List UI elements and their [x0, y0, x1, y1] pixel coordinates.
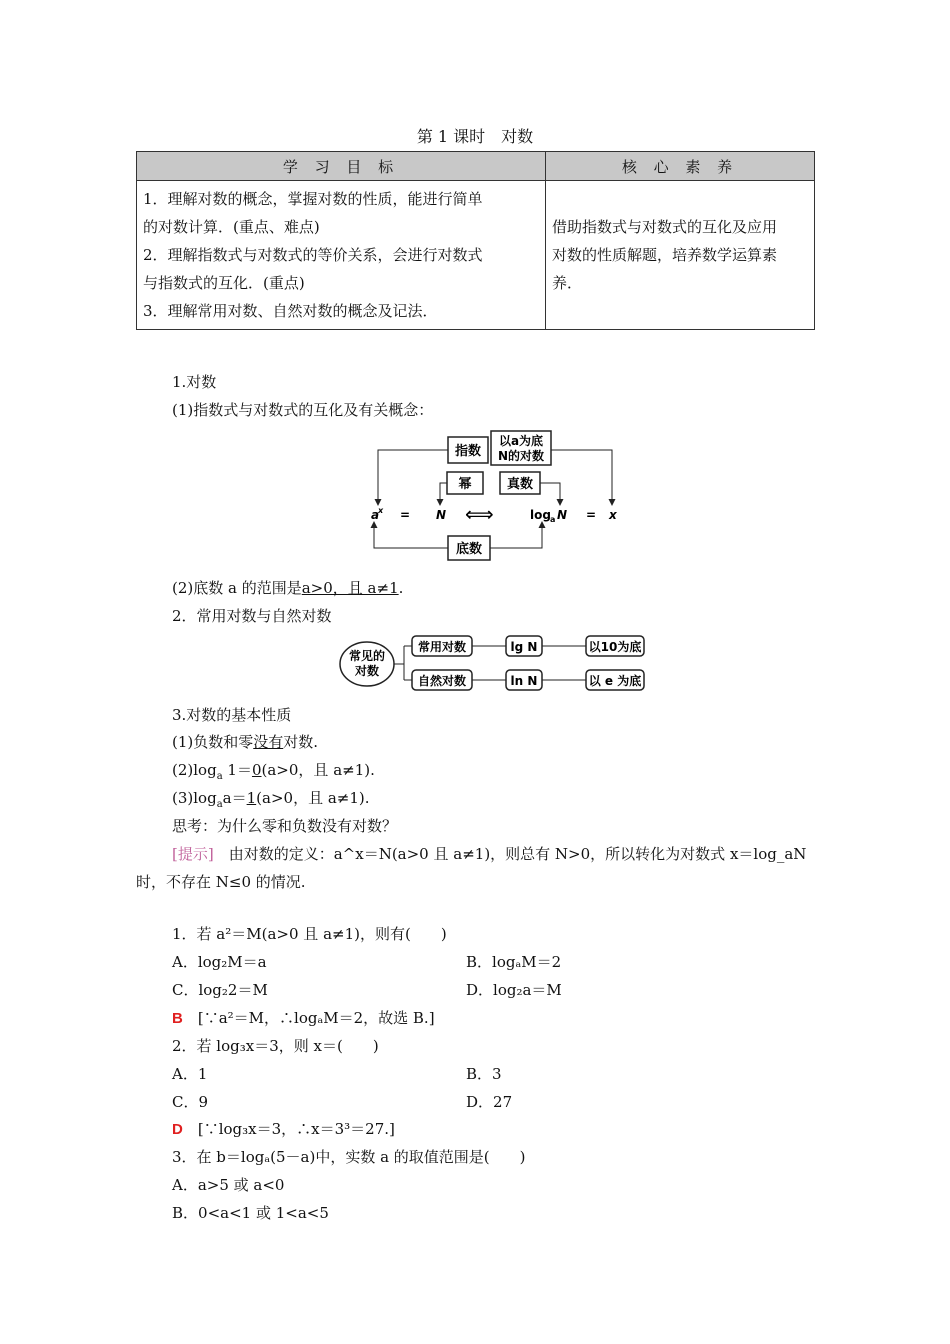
formula-log-sub: a [550, 515, 556, 524]
literacy-line: 借助指数式与对数式的互化及应用 [552, 218, 778, 236]
literacy-line: 养． [552, 274, 583, 292]
lg-label: lg N [510, 640, 538, 654]
equivalence-arrow: ⟺ [465, 502, 494, 526]
goal-line: 的对数计算．(重点、难点) [143, 218, 320, 236]
property-3 [172, 787, 370, 810]
box-exponent-label: 指数 [454, 444, 482, 459]
think-question: 思考：为什么零和负数没有对数？ [172, 817, 398, 835]
property-2-suffix: (a>0，且 a≠1). [261, 761, 375, 779]
question-2-stem: 2．若 log₃x＝3，则 x＝( ) [172, 1037, 379, 1055]
question-2-option-a: A．1 [172, 1065, 208, 1083]
common-log-diagram [338, 632, 650, 694]
property-2-prefix: (2)log [172, 761, 217, 779]
formula-n1: N [436, 508, 447, 522]
branch-lines [394, 646, 412, 680]
formula-x-sup: x [378, 506, 384, 515]
base-range-answer: a>0，且 a≠1 [301, 579, 399, 597]
question-2-option-b: B．3 [466, 1065, 502, 1083]
hint-text: 由对数的定义：a^x＝N(a>0 且 a≠1)，则总有 N>0，所以转化为对数式 x＝log_aN [213, 845, 807, 863]
connector-base-right [490, 523, 542, 548]
connector-base-left [374, 523, 448, 548]
goal-line: 1．理解对数的概念，掌握对数的性质，能进行简单 [143, 190, 483, 208]
question-1-explanation: [∵a²＝M，∴logₐM＝2，故选 B.] [197, 1009, 435, 1027]
question-1-answer-line [172, 1007, 435, 1028]
goal-line: 与指数式的互化．(重点) [143, 274, 305, 292]
property-2-answer: 0 [251, 761, 262, 779]
question-1-option-d: D．log₂a＝M [466, 981, 562, 999]
ln-label: ln N [510, 674, 538, 688]
question-3-option-a: A．a>5 或 a<0 [172, 1176, 285, 1194]
connector-exponent [378, 450, 448, 504]
page-title: 第 1 课时 对数 [416, 127, 534, 146]
goal-line: 2．理解指数式与对数式的等价关系，会进行对数式 [143, 246, 483, 264]
question-2-answer: D [172, 1121, 183, 1138]
hint-tag: [提示] [172, 845, 214, 863]
formula-log: log [530, 508, 551, 522]
base10-label: 以10为底 [588, 640, 642, 654]
section-1-heading: 1.对数 [172, 373, 217, 391]
box-power-label: 幂 [458, 477, 472, 492]
box-log-label-1: 以a为底 [498, 434, 544, 448]
question-2-option-c: C．9 [172, 1093, 209, 1111]
base-range-end: . [398, 579, 404, 597]
base-e-label: 以 e 为底 [588, 674, 642, 688]
section-1-sub1: (1)指数式与对数式的互化及有关概念： [172, 401, 434, 419]
property-3-prefix: (3)log [172, 789, 217, 807]
question-2-option-d: D．27 [466, 1093, 513, 1111]
goals-header-right: 核 心 素 养 [546, 152, 815, 181]
property-1 [172, 731, 318, 752]
formula-eq1: = [400, 508, 411, 522]
goals-left-cell [137, 181, 546, 330]
property-1-prefix: (1)负数和零 [172, 733, 254, 751]
question-1-option-b: B．logₐM＝2 [466, 953, 562, 971]
formula-eq2: = [586, 508, 597, 522]
goals-table [136, 151, 815, 330]
connector-power [440, 483, 447, 504]
box-base-label: 底数 [455, 542, 483, 557]
formula-x: x [609, 508, 617, 522]
question-1-option-a: A．log₂M＝a [172, 953, 267, 971]
exp-log-diagram [360, 428, 630, 564]
question-1-answer: B [172, 1010, 183, 1027]
goals-right-cell [546, 181, 815, 330]
common-log-label: 常用对数 [417, 640, 467, 654]
hint-line-2: 时，不存在 N≤0 的情况. [136, 873, 306, 891]
question-2-explanation: [∵log₃x＝3，∴x＝3³＝27.] [197, 1120, 395, 1138]
goal-line: 3．理解常用对数、自然对数的概念及记法． [143, 302, 438, 320]
box-true-number-label: 真数 [506, 477, 534, 492]
center-label-1: 常见的 [348, 649, 386, 663]
property-3-mid: a＝ [222, 789, 247, 807]
question-2-answer-line [172, 1118, 395, 1139]
center-label-2: 对数 [354, 664, 380, 678]
property-2-mid: 1＝ [222, 761, 252, 779]
property-1-answer: 没有 [253, 733, 284, 751]
formula-a: a [371, 508, 380, 522]
property-3-answer: 1 [246, 789, 257, 807]
section-3-heading: 3.对数的基本性质 [172, 706, 292, 724]
question-3-option-b: B．0<a<1 或 1<a<5 [172, 1204, 329, 1222]
hint-line [172, 843, 806, 864]
question-1-stem: 1．若 a²＝M(a>0 且 a≠1)，则有( ) [172, 925, 447, 943]
property-1-suffix: 对数. [283, 733, 319, 751]
literacy-line: 对数的性质解题，培养数学运算素 [552, 246, 778, 264]
property-3-sub: a [216, 799, 223, 810]
question-3-stem: 3．在 b＝logₐ(5－a)中，实数 a 的取值范围是( ) [172, 1148, 526, 1166]
base-range-line [172, 577, 403, 598]
natural-log-label: 自然对数 [417, 674, 467, 688]
property-2-sub: a [216, 771, 223, 782]
connector-true [540, 483, 560, 504]
formula-n2: N [557, 508, 568, 522]
question-1-option-c: C．log₂2＝M [172, 981, 268, 999]
goals-header-left: 学 习 目 标 [137, 152, 546, 181]
box-log-label-2: N的对数 [497, 449, 545, 463]
property-3-suffix: (a>0，且 a≠1). [256, 789, 370, 807]
property-2 [172, 759, 375, 782]
base-range-prefix: (2)底数 a 的范围是 [172, 579, 302, 597]
section-2-heading: 2．常用对数与自然对数 [172, 607, 332, 625]
